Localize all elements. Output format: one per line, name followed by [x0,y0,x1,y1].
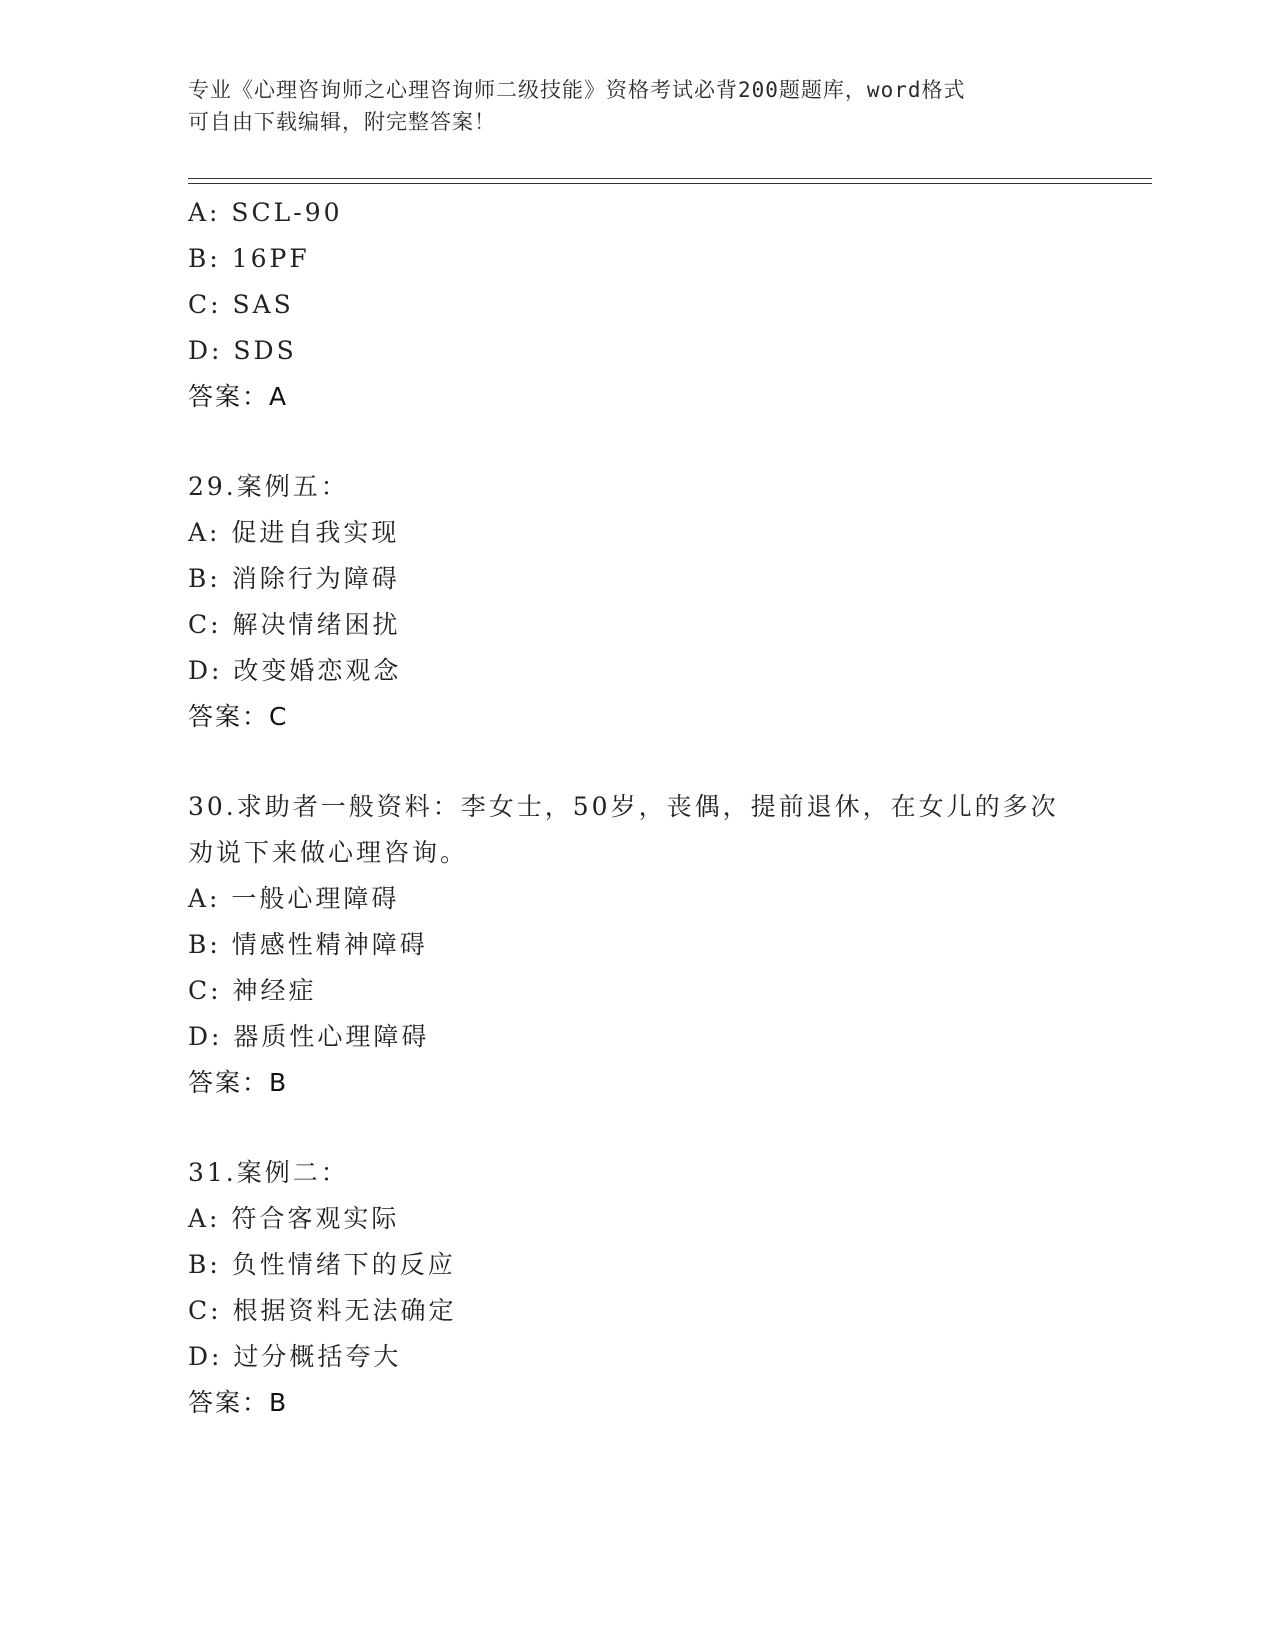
spacer [188,420,1128,464]
question-title-line-2: 劝说下来做心理咨询。 [188,838,469,867]
question-28 [188,190,1128,420]
option-a: A: 促进自我实现 [188,518,400,547]
question-title-line-1: 30.求助者一般资料：李女士，50岁，丧偶，提前退休，在女儿的多次 [188,792,1059,821]
header-line-1: 专业《心理咨询师之心理咨询师二级技能》资格考试必背200题题库，word格式 [188,78,966,102]
question-list [188,190,1128,1426]
option-b: B: 负性情绪下的反应 [188,1250,456,1279]
question-title: 29.案例五： [188,472,349,501]
question-31 [188,1150,1128,1426]
answer-label: 答案：A [188,382,289,411]
header-divider-top [188,178,1152,179]
header-line-2: 可自由下载编辑，附完整答案！ [188,110,496,134]
option-b: B: 16PF [188,244,310,273]
option-c: C: 根据资料无法确定 [188,1296,457,1325]
answer-label: 答案：C [188,702,289,731]
option-d: D: 改变婚恋观念 [188,656,402,685]
answer-label: 答案：B [188,1068,289,1097]
option-d: D: SDS [188,336,297,365]
answer-label: 答案：B [188,1388,289,1417]
question-29 [188,464,1128,740]
spacer [188,1106,1128,1150]
option-d: D: 器质性心理障碍 [188,1022,430,1051]
option-c: C: 解决情绪困扰 [188,610,401,639]
option-b: B: 消除行为障碍 [188,564,400,593]
option-b: B: 情感性精神障碍 [188,930,428,959]
option-a: A: 一般心理障碍 [188,884,400,913]
document-header [188,74,1088,138]
option-a: A: SCL-90 [188,198,343,227]
option-c: C: 神经症 [188,976,317,1005]
header-divider-bottom [188,183,1152,184]
option-c: C: SAS [188,290,294,319]
option-d: D: 过分概括夸大 [188,1342,402,1371]
spacer [188,740,1128,784]
question-title: 31.案例二： [188,1158,349,1187]
option-a: A: 符合客观实际 [188,1204,400,1233]
question-30 [188,784,1128,1106]
